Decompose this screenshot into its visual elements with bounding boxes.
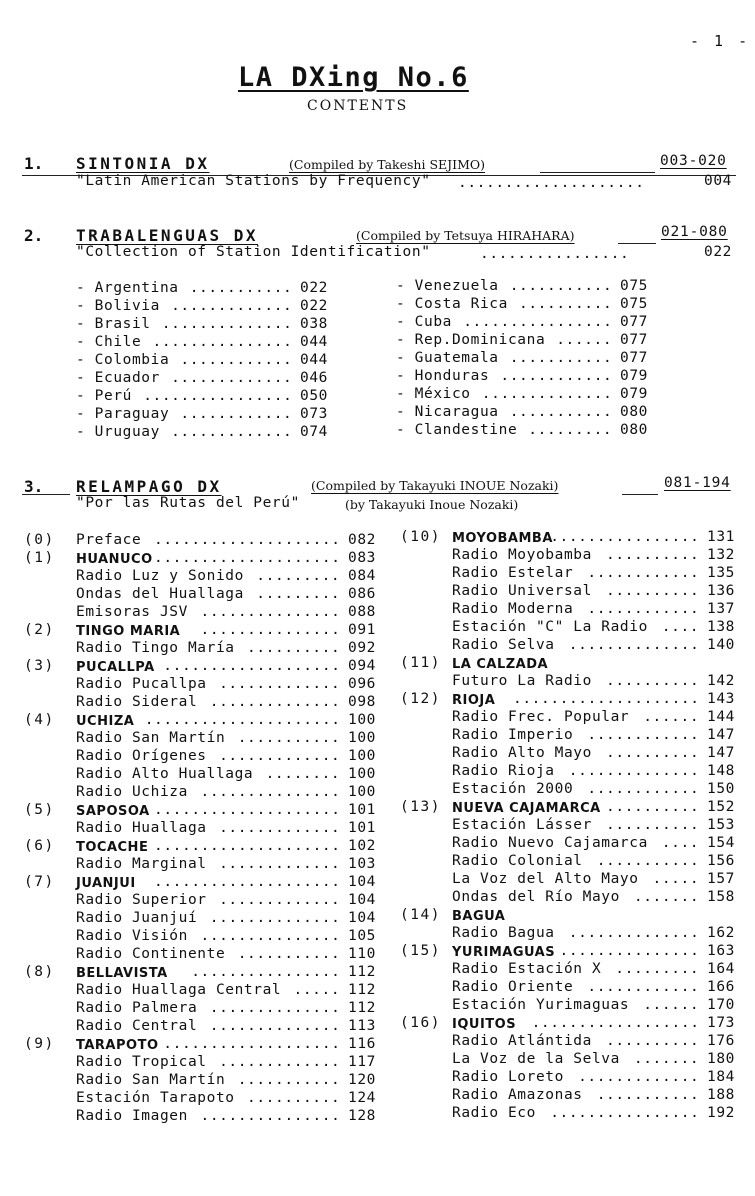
entry-label: Radio Imperio	[452, 727, 574, 743]
entry-label: Radio Moderna	[452, 601, 574, 617]
dot-leader: .....	[293, 982, 341, 998]
place-name: MOYOBAMBA	[452, 531, 553, 546]
place-name: UCHIZA	[76, 714, 135, 729]
entry-page: 180	[707, 1051, 735, 1067]
entry-page: 166	[707, 979, 735, 995]
entry-label: Radio Uchiza	[76, 784, 188, 800]
entry-page: 153	[707, 817, 735, 833]
entry-label: Radio Estelar	[452, 565, 574, 581]
entry-label: - Ecuador	[76, 370, 160, 386]
entry-index: (6)	[24, 838, 55, 854]
section-page-range: 021-080	[661, 224, 728, 240]
dot-leader: .......	[633, 1051, 700, 1067]
entry-page: 112	[348, 964, 376, 980]
entry-label: Futuro La Radio	[452, 673, 592, 689]
entry-page: 110	[348, 946, 376, 962]
entry-label: Emisoras JSV	[76, 604, 188, 620]
entry-label: Radio Visión	[76, 928, 188, 944]
place-name: BAGUA	[452, 909, 506, 924]
entry-label: - Brasil	[76, 316, 151, 332]
entry-label: Radio Estación X	[452, 961, 602, 977]
entry-page: 143	[707, 691, 735, 707]
entry-page: 144	[707, 709, 735, 725]
dot-leader: ...............	[152, 334, 293, 350]
entry-page: 083	[348, 550, 376, 566]
entry-label: Radio Huallaga Central	[76, 982, 282, 998]
entry-page: 077	[620, 332, 648, 348]
section-page-range: 081-194	[664, 475, 731, 491]
dot-leader: .............	[578, 1069, 700, 1085]
entry-label: Preface	[76, 532, 142, 548]
dot-leader: ..............	[209, 1000, 341, 1016]
dot-leader: ..........	[606, 799, 700, 815]
page-subtitle: CONTENTS	[307, 98, 409, 114]
entry-page: 080	[620, 404, 648, 420]
dot-leader: ...............	[200, 784, 341, 800]
entry-page: 124	[348, 1090, 376, 1106]
entry-label: - Clandestine	[396, 422, 518, 438]
entry-page: 077	[620, 350, 648, 366]
entry-label: Radio Superior	[76, 892, 207, 908]
dot-leader: ..........	[606, 583, 700, 599]
entry-page: 103	[348, 856, 376, 872]
section-credit: (Compiled by Takeshi SEJIMO)	[289, 157, 486, 172]
entry-page: 075	[620, 296, 648, 312]
section-title: TRABALENGUAS DX	[76, 226, 258, 245]
dot-leader: .....................	[144, 712, 341, 728]
entry-page: 150	[707, 781, 735, 797]
dot-leader: ............	[180, 352, 293, 368]
entry-label: Radio Pucallpa	[76, 676, 207, 692]
entry-page: 116	[348, 1036, 376, 1052]
entry-label: Radio Bagua	[452, 925, 555, 941]
entry-page: 163	[707, 943, 735, 959]
entry-page: 113	[348, 1018, 376, 1034]
entry-index: (5)	[24, 802, 55, 818]
entry-index: (8)	[24, 964, 55, 980]
dot-leader: ............	[587, 727, 700, 743]
dot-leader: ...............	[200, 622, 341, 638]
dot-leader: ................	[143, 388, 293, 404]
page-number: - 1 -	[690, 32, 751, 50]
place-name: BELLAVISTA	[76, 966, 168, 981]
entry-page: 096	[348, 676, 376, 692]
entry-page: 104	[348, 874, 376, 890]
entry-page: 120	[348, 1072, 376, 1088]
section-lead: "Collection of Station Identification"	[76, 244, 431, 260]
dot-leader: .........	[528, 422, 613, 438]
entry-label: - Bolivia	[76, 298, 160, 314]
entry-page: 101	[348, 802, 376, 818]
dot-leader: .............	[219, 892, 341, 908]
dot-leader: ...........	[189, 280, 293, 296]
dot-leader: ..............	[209, 694, 341, 710]
dot-leader: ...........	[509, 278, 613, 294]
dot-leader: ................	[480, 246, 630, 262]
dot-leader: ............	[587, 979, 700, 995]
entry-page: 112	[348, 982, 376, 998]
entry-label: Radio Palmera	[76, 1000, 198, 1016]
section-credit: (Compiled by Tetsuya HIRAHARA)	[356, 228, 575, 243]
entry-label: - Colombia	[76, 352, 170, 368]
dot-leader: ...................	[163, 1036, 341, 1052]
entry-index: (1)	[24, 550, 55, 566]
dot-leader: ....................	[458, 175, 645, 191]
entry-label: La Voz del Alto Mayo	[452, 871, 639, 887]
entry-label: - Perú	[76, 388, 132, 404]
entry-page: 117	[348, 1054, 376, 1070]
section-number: 2.	[24, 226, 44, 245]
dot-leader: ....	[661, 835, 700, 851]
dot-leader: .............	[219, 1054, 341, 1070]
dot-leader: ................	[191, 964, 341, 980]
entry-label: Radio Alto Huallaga	[76, 766, 254, 782]
entry-page: 100	[348, 712, 376, 728]
entry-page: 080	[620, 422, 648, 438]
dot-leader: ..............	[161, 316, 293, 332]
entry-page: 075	[620, 278, 648, 294]
dot-leader: ..............	[568, 763, 700, 779]
dot-leader: ..........	[519, 296, 613, 312]
entry-label: Radio Frec. Popular	[452, 709, 630, 725]
dot-leader: ................	[463, 314, 613, 330]
section-title: RELAMPAGO DX	[76, 477, 222, 496]
entry-index: (0)	[24, 532, 55, 548]
dot-leader: ................	[550, 529, 700, 545]
entry-index: (3)	[24, 658, 55, 674]
entry-label: Radio Universal	[452, 583, 592, 599]
entry-page: 154	[707, 835, 735, 851]
section-credit: (Compiled by Takayuki INOUE Nozaki)	[311, 478, 559, 493]
place-name: NUEVA CAJAMARCA	[452, 801, 601, 816]
dot-leader: .......	[633, 889, 700, 905]
dot-leader: .........	[256, 568, 341, 584]
section-lead: "Latin American Stations by Frequency"	[76, 173, 431, 189]
entry-index: (2)	[24, 622, 55, 638]
dot-leader: .............	[219, 748, 341, 764]
entry-page: 082	[348, 532, 376, 548]
dot-leader: ..........	[247, 1090, 341, 1106]
entry-page: 112	[348, 1000, 376, 1016]
entry-label: - México	[396, 386, 471, 402]
entry-page: 132	[707, 547, 735, 563]
entry-label: Radio Alto Mayo	[452, 745, 592, 761]
entry-page: 100	[348, 748, 376, 764]
entry-index: (14)	[400, 907, 441, 923]
dot-leader: ......	[556, 332, 613, 348]
section-number: 3.	[24, 477, 44, 496]
entry-label: Radio Eco	[452, 1105, 536, 1121]
dot-leader: ....................	[154, 802, 341, 818]
dot-leader: ..........	[606, 1033, 700, 1049]
dot-leader: ...........	[237, 730, 341, 746]
entry-label: Radio Central	[76, 1018, 198, 1034]
entry-label: Estación "C" La Radio	[452, 619, 648, 635]
section-rule	[22, 494, 70, 495]
entry-page: 105	[348, 928, 376, 944]
lead-page: 004	[704, 173, 732, 189]
entry-page: 046	[300, 370, 328, 386]
entry-label: Radio Huallaga	[76, 820, 207, 836]
place-name: IQUITOS	[452, 1017, 517, 1032]
dot-leader: ......	[643, 997, 700, 1013]
entry-page: 128	[348, 1108, 376, 1124]
entry-index: (12)	[400, 691, 441, 707]
dot-leader: ................	[550, 1105, 700, 1121]
dot-leader: ....................	[154, 874, 341, 890]
lead-credit: (by Takayuki Inoue Nozaki)	[345, 497, 519, 512]
entry-label: Estación Yurimaguas	[452, 997, 630, 1013]
dot-leader: ..................	[531, 1015, 700, 1031]
dot-leader: .............	[219, 820, 341, 836]
entry-index: (11)	[400, 655, 441, 671]
entry-page: 100	[348, 784, 376, 800]
dot-leader: ..........	[606, 745, 700, 761]
place-name: TINGO MARIA	[76, 624, 181, 639]
page-title: LA DXing No.6	[238, 62, 469, 93]
dot-leader: ...........	[596, 853, 700, 869]
entry-page: 101	[348, 820, 376, 836]
entry-label: Radio Juanjuí	[76, 910, 198, 926]
entry-index: (10)	[400, 529, 441, 545]
entry-page: 137	[707, 601, 735, 617]
entry-page: 184	[707, 1069, 735, 1085]
entry-page: 192	[707, 1105, 735, 1121]
entry-label: - Costa Rica	[396, 296, 508, 312]
dot-leader: ...................	[163, 658, 341, 674]
dot-leader: ............	[587, 565, 700, 581]
entry-index: (15)	[400, 943, 441, 959]
place-name: RIOJA	[452, 693, 496, 708]
entry-page: 079	[620, 386, 648, 402]
entry-page: 173	[707, 1015, 735, 1031]
entry-index: (9)	[24, 1036, 55, 1052]
entry-page: 074	[300, 424, 328, 440]
dot-leader: .........	[256, 586, 341, 602]
entry-label: La Voz de la Selva	[452, 1051, 620, 1067]
entry-page: 044	[300, 352, 328, 368]
entry-page: 022	[300, 298, 328, 314]
entry-page: 152	[707, 799, 735, 815]
entry-label: Radio Moyobamba	[452, 547, 592, 563]
dot-leader: ............	[587, 781, 700, 797]
entry-page: 092	[348, 640, 376, 656]
entry-page: 158	[707, 889, 735, 905]
place-name: HUANUCO	[76, 552, 153, 567]
heading-rule	[622, 494, 658, 495]
entry-page: 136	[707, 583, 735, 599]
dot-leader: ...............	[200, 1108, 341, 1124]
entry-index: (16)	[400, 1015, 441, 1031]
dot-leader: ....................	[513, 691, 700, 707]
dot-leader: ..............	[209, 1018, 341, 1034]
dot-leader: .............	[219, 676, 341, 692]
entry-label: Radio Imagen	[76, 1108, 188, 1124]
dot-leader: ..............	[568, 637, 700, 653]
entry-label: Radio Amazonas	[452, 1087, 583, 1103]
entry-label: Radio San Martín	[76, 730, 226, 746]
entry-label: Radio Loreto	[452, 1069, 564, 1085]
entry-page: 104	[348, 910, 376, 926]
entry-page: 073	[300, 406, 328, 422]
place-name: SAPOSOA	[76, 804, 150, 819]
dot-leader: ...........	[509, 404, 613, 420]
entry-page: 188	[707, 1087, 735, 1103]
dot-leader: ............	[587, 601, 700, 617]
entry-page: 162	[707, 925, 735, 941]
entry-page: 038	[300, 316, 328, 332]
place-name: TOCACHE	[76, 840, 149, 855]
dot-leader: ...............	[559, 943, 700, 959]
entry-page: 104	[348, 892, 376, 908]
dot-leader: .........	[615, 961, 700, 977]
dot-leader: ...........	[237, 1072, 341, 1088]
place-name: TARAPOTO	[76, 1038, 159, 1053]
entry-label: Radio Oriente	[452, 979, 574, 995]
entry-page: 086	[348, 586, 376, 602]
entry-page: 050	[300, 388, 328, 404]
dot-leader: ......	[643, 709, 700, 725]
entry-page: 100	[348, 766, 376, 782]
entry-page: 147	[707, 727, 735, 743]
entry-label: - Chile	[76, 334, 142, 350]
place-name: JUANJUI	[76, 876, 136, 891]
dot-leader: .............	[171, 298, 293, 314]
lead-page: 022	[704, 244, 732, 260]
entry-label: - Cuba	[396, 314, 452, 330]
entry-label: - Uruguay	[76, 424, 160, 440]
section-page-range: 003-020	[660, 153, 727, 169]
dot-leader: ..............	[568, 925, 700, 941]
entry-label: Radio Marginal	[76, 856, 207, 872]
dot-leader: ..........	[247, 640, 341, 656]
entry-label: Radio Orígenes	[76, 748, 207, 764]
entry-page: 148	[707, 763, 735, 779]
section-number: 1.	[24, 154, 44, 173]
entry-label: - Honduras	[396, 368, 490, 384]
entry-page: 157	[707, 871, 735, 887]
dot-leader: ...........	[237, 946, 341, 962]
dot-leader: ....	[661, 619, 700, 635]
entry-page: 077	[620, 314, 648, 330]
dot-leader: ............	[180, 406, 293, 422]
entry-page: 094	[348, 658, 376, 674]
entry-label: Estación 2000	[452, 781, 574, 797]
dot-leader: ...........	[509, 350, 613, 366]
entry-page: 044	[300, 334, 328, 350]
entry-page: 091	[348, 622, 376, 638]
entry-label: Radio Selva	[452, 637, 555, 653]
dot-leader: ...........	[596, 1087, 700, 1103]
dot-leader: .............	[171, 424, 293, 440]
entry-label: - Nicaragua	[396, 404, 499, 420]
entry-label: Radio Tingo María	[76, 640, 235, 656]
dot-leader: ....................	[154, 550, 341, 566]
entry-page: 176	[707, 1033, 735, 1049]
dot-leader: .............	[171, 370, 293, 386]
entry-label: Estación Tarapoto	[76, 1090, 235, 1106]
entry-page: 170	[707, 997, 735, 1013]
place-name: PUCALLPA	[76, 660, 155, 675]
dot-leader: ...............	[200, 604, 341, 620]
entry-page: 142	[707, 673, 735, 689]
dot-leader: ..........	[606, 817, 700, 833]
entry-label: - Guatemala	[396, 350, 499, 366]
dot-leader: ....................	[154, 532, 341, 548]
entry-label: Estación Lásser	[452, 817, 592, 833]
entry-label: - Venezuela	[396, 278, 499, 294]
entry-page: 088	[348, 604, 376, 620]
entry-page: 164	[707, 961, 735, 977]
entry-label: - Paraguay	[76, 406, 170, 422]
dot-leader: ............	[500, 368, 613, 384]
dot-leader: ..........	[606, 547, 700, 563]
entry-label: Radio Atlántida	[452, 1033, 592, 1049]
dot-leader: ..............	[209, 910, 341, 926]
entry-page: 084	[348, 568, 376, 584]
entry-label: - Rep.Dominicana	[396, 332, 546, 348]
entry-page: 147	[707, 745, 735, 761]
entry-label: Radio Tropical	[76, 1054, 207, 1070]
section-title: SINTONIA DX	[76, 154, 210, 173]
entry-label: Radio Colonial	[452, 853, 583, 869]
entry-label: Radio Rioja	[452, 763, 555, 779]
place-name: LA CALZADA	[452, 657, 549, 672]
entry-index: (7)	[24, 874, 55, 890]
heading-rule	[618, 243, 656, 244]
dot-leader: .............	[219, 856, 341, 872]
entry-page: 140	[707, 637, 735, 653]
place-name: YURIMAGUAS	[452, 945, 556, 960]
heading-rule	[540, 172, 655, 173]
entry-page: 022	[300, 280, 328, 296]
dot-leader: ..........	[606, 673, 700, 689]
entry-page: 156	[707, 853, 735, 869]
entry-page: 138	[707, 619, 735, 635]
entry-label: Radio Sideral	[76, 694, 198, 710]
entry-page: 131	[707, 529, 735, 545]
entry-index: (4)	[24, 712, 55, 728]
entry-label: Radio Luz y Sonido	[76, 568, 244, 584]
entry-label: Ondas del Huallaga	[76, 586, 244, 602]
dot-leader: ..............	[481, 386, 613, 402]
dot-leader: ........	[265, 766, 341, 782]
entry-page: 079	[620, 368, 648, 384]
dot-leader: ....................	[154, 838, 341, 854]
entry-page: 135	[707, 565, 735, 581]
entry-index: (13)	[400, 799, 441, 815]
entry-page: 100	[348, 730, 376, 746]
section-lead: "Por las Rutas del Perú"	[76, 495, 300, 511]
dot-leader: ...............	[200, 928, 341, 944]
entry-page: 102	[348, 838, 376, 854]
entry-label: Radio Nuevo Cajamarca	[452, 835, 648, 851]
entry-page: 098	[348, 694, 376, 710]
dot-leader: .....	[652, 871, 700, 887]
entry-label: - Argentina	[76, 280, 179, 296]
entry-label: Radio San Martín	[76, 1072, 226, 1088]
entry-label: Radio Continente	[76, 946, 226, 962]
entry-label: Ondas del Río Mayo	[452, 889, 620, 905]
